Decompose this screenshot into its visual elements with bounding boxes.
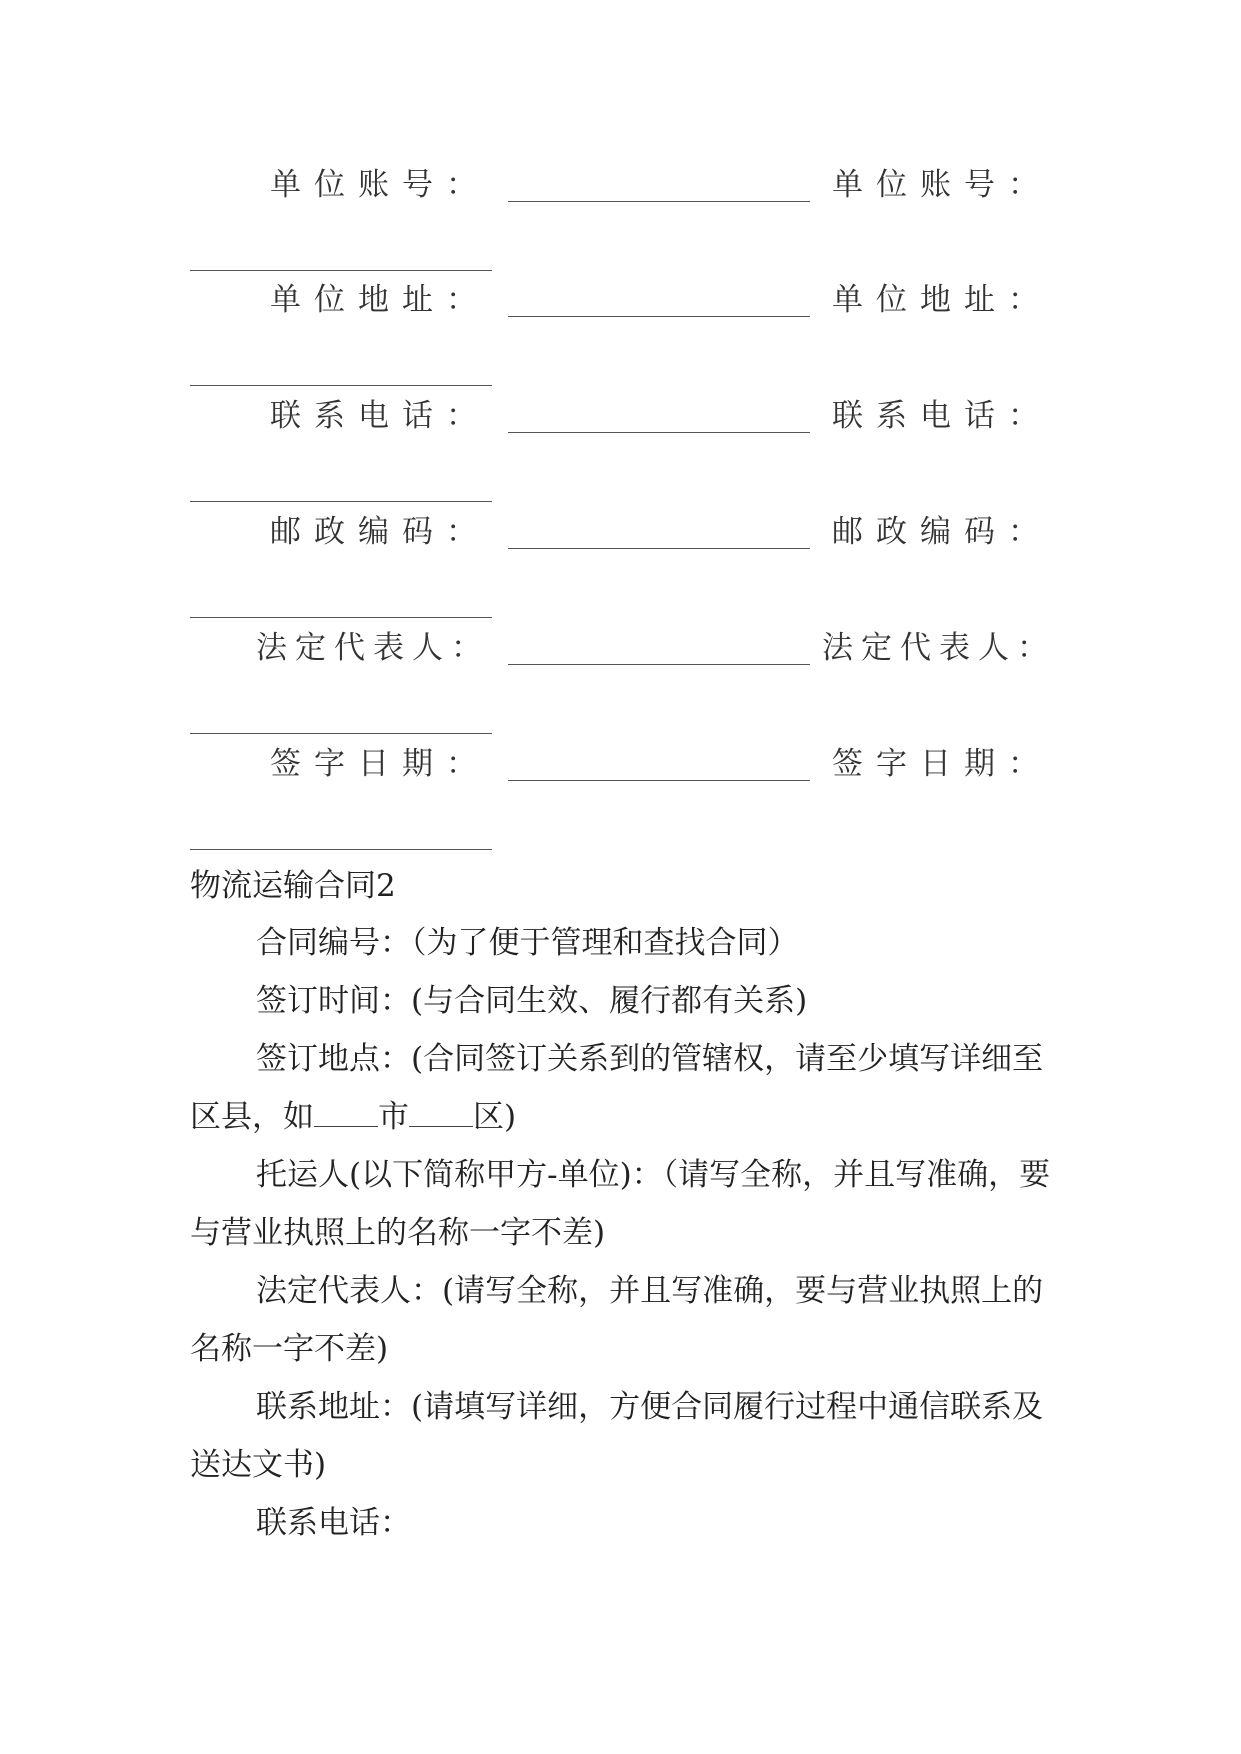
- right-legal-rep-blank[interactable]: [190, 733, 492, 734]
- city-blank[interactable]: [314, 1098, 378, 1127]
- field-row-legal-rep: [190, 620, 1056, 738]
- document-title: 物流运输合同2: [190, 868, 396, 904]
- right-postcode-blank[interactable]: [190, 617, 492, 618]
- right-label-address: 单位地址：: [832, 282, 1052, 318]
- left-label-sign-date: 签字日期：: [270, 746, 490, 782]
- left-address-blank[interactable]: [508, 316, 810, 317]
- right-label-phone: 联系电话：: [832, 398, 1052, 434]
- left-account-blank[interactable]: [508, 201, 810, 202]
- district-blank[interactable]: [409, 1098, 473, 1127]
- right-label-postcode: 邮政编码：: [832, 514, 1052, 550]
- sign-place-paragraph: [190, 1030, 1052, 1146]
- contract-number-line: 合同编号：（为了便于管理和查找合同）: [256, 925, 799, 961]
- city-label: 市: [378, 1099, 409, 1135]
- right-label-account: 单位账号：: [832, 167, 1052, 203]
- field-row-sign-date: [190, 736, 1052, 854]
- sign-time-line: 签订时间：(与合同生效、履行都有关系): [256, 983, 808, 1019]
- field-row-account: [190, 157, 1052, 275]
- right-account-blank[interactable]: [190, 270, 492, 271]
- right-sign-date-blank[interactable]: [190, 849, 492, 850]
- left-phone-blank[interactable]: [508, 432, 810, 433]
- field-row-address: [190, 272, 1052, 390]
- field-row-postcode: [190, 504, 1052, 622]
- left-label-postcode: 邮政编码：: [270, 514, 490, 550]
- right-label-sign-date: 签字日期：: [832, 746, 1052, 782]
- right-address-blank[interactable]: [190, 385, 492, 386]
- district-label: 区): [473, 1099, 517, 1135]
- left-legal-rep-blank[interactable]: [508, 664, 810, 665]
- legal-rep-paragraph: 法定代表人：(请写全称，并且写准确，要与营业执照上的名称一字不差): [190, 1273, 1044, 1367]
- left-label-legal-rep: 法定代表人：: [256, 630, 490, 666]
- left-label-phone: 联系电话：: [270, 398, 490, 434]
- contact-phone-line: 联系电话：: [256, 1505, 411, 1541]
- left-label-address: 单位地址：: [270, 282, 490, 318]
- right-phone-blank[interactable]: [190, 501, 492, 502]
- right-label-legal-rep: 法定代表人：: [822, 630, 1056, 666]
- consignor-paragraph: 托运人(以下简称甲方-单位)：（请写全称，并且写准确，要与营业执照上的名称一字不差): [190, 1157, 1051, 1251]
- field-row-phone: [190, 388, 1052, 506]
- contact-address-paragraph: 联系地址：(请填写详细，方便合同履行过程中通信联系及送达文书): [190, 1389, 1044, 1483]
- left-sign-date-blank[interactable]: [508, 780, 810, 781]
- left-label-account: 单位账号：: [270, 167, 490, 203]
- sign-place-text: 签订地点：(合同签订关系到的管辖权，请至少填写详细至区县，如: [190, 1041, 1044, 1135]
- left-postcode-blank[interactable]: [508, 548, 810, 549]
